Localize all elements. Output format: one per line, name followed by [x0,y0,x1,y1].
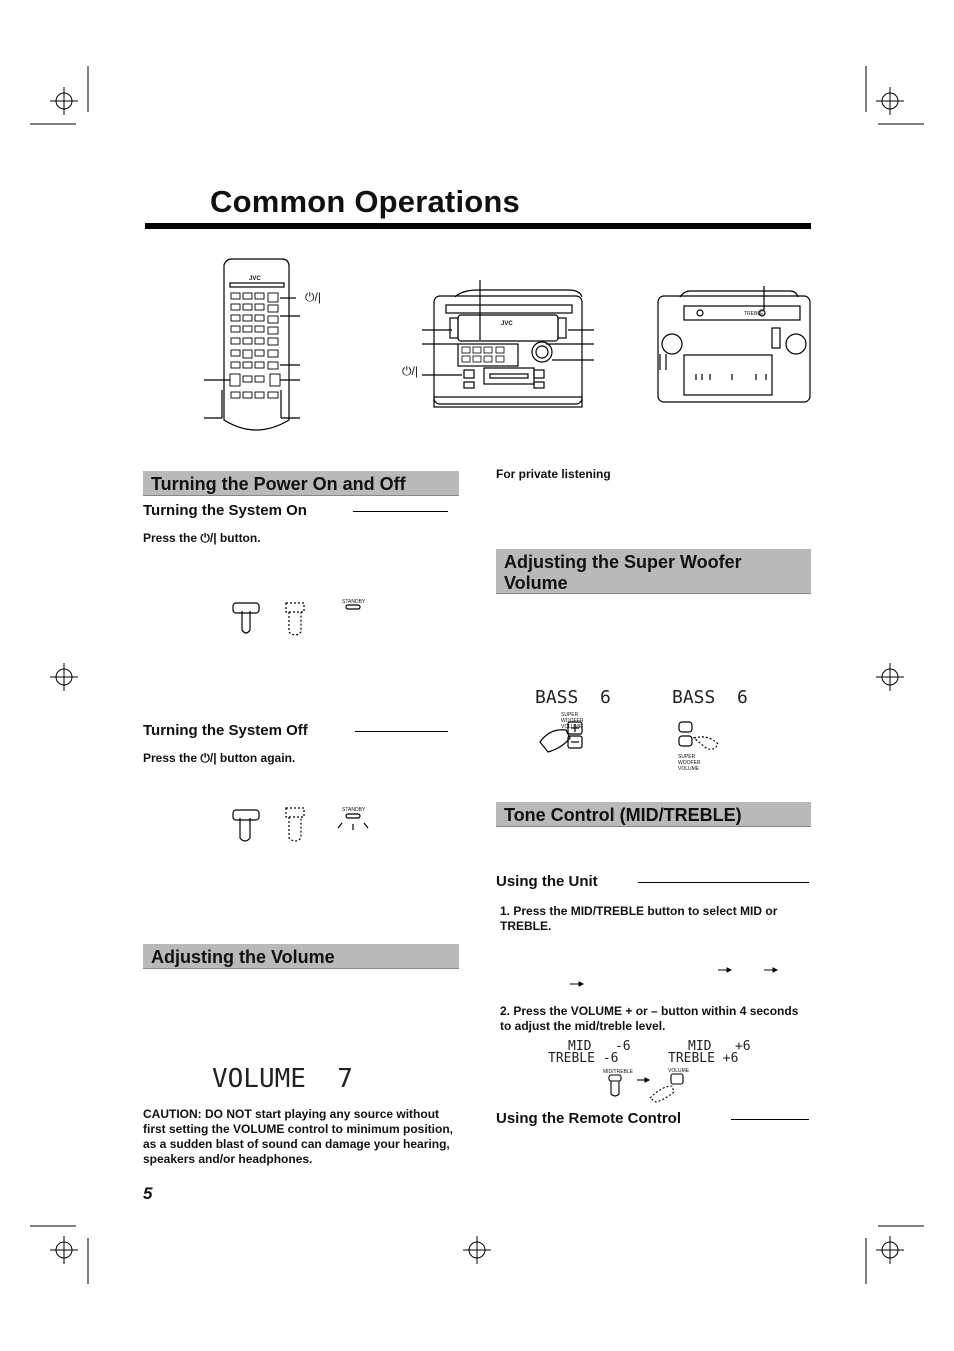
system-off-subheading: Turning the System Off [143,722,308,739]
volume-section-heading: Adjusting the Volume [143,944,459,969]
woofer-knob-label-left: SUPER WOOFER VOLUME [561,712,584,730]
tone-step-2: 2. Press the VOLUME + or – button within 4 seconds to adjust the mid/treble level. [500,1004,799,1033]
volume-button-label: VOLUME [668,1068,690,1074]
treble-display-left: TREBLE -6 [548,1051,619,1066]
remote-brand: JVC [249,276,261,282]
treble-display-right: TREBLE +6 [668,1051,739,1066]
remote-power-label: ⏻/| [305,290,321,304]
woofer-knob-label-right: SUPER WOOFER VOLUME [678,754,701,772]
using-remote-subheading: Using the Remote Control [496,1110,682,1127]
caution-text: start playing any source without first setting the VOLUME control to minimum position, as a sudden blast of sound can damage your hearing, speakers and/or headphones. [143,1107,453,1166]
using-unit-subheading: Using the Unit [496,873,598,890]
system-on-post: button. [219,531,261,545]
power-button-icon: ⏻/| [200,531,217,545]
system-on-pre: Press the [143,531,198,545]
using-remote-rule [731,1119,809,1120]
power-button-icon-2: ⏻/| [200,751,217,765]
mid-display-right: MID +6 [688,1039,751,1054]
standby-label-on: STANDBY [342,599,366,605]
rear-treble-label: TREBLE [744,311,764,317]
system-off-pre: Press the [143,751,198,765]
standby-label-off: STANDBY [342,807,366,813]
caution-lead: CAUTION: DO NOT [143,1107,252,1121]
unit-brand: JVC [501,321,513,327]
tone-step-1: 1. Press the MID/TREBLE button to select MID or TREBLE. [500,904,778,933]
mid-display-left: MID -6 [568,1039,631,1054]
page-number: 5 [143,1184,153,1203]
system-on-subheading: Turning the System On [143,502,307,519]
unit-power-label: ⏻/| [402,364,418,378]
volume-display: VOLUME 7 [212,1064,353,1094]
power-section-heading: Turning the Power On and Off [143,471,459,496]
woofer-section-heading: Adjusting the Super Woofer Volume [496,549,811,594]
bass-display-left: BASS 6 [535,687,611,708]
page-title: Common Operations [210,184,520,219]
system-off-post: button again. [219,751,296,765]
private-listening-heading: For private listening [496,467,611,481]
tone-section-heading: Tone Control (MID/TREBLE) [496,802,811,827]
bass-display-right: BASS 6 [672,687,748,708]
mid-treble-button-label: MID/TREBLE [603,1069,634,1075]
